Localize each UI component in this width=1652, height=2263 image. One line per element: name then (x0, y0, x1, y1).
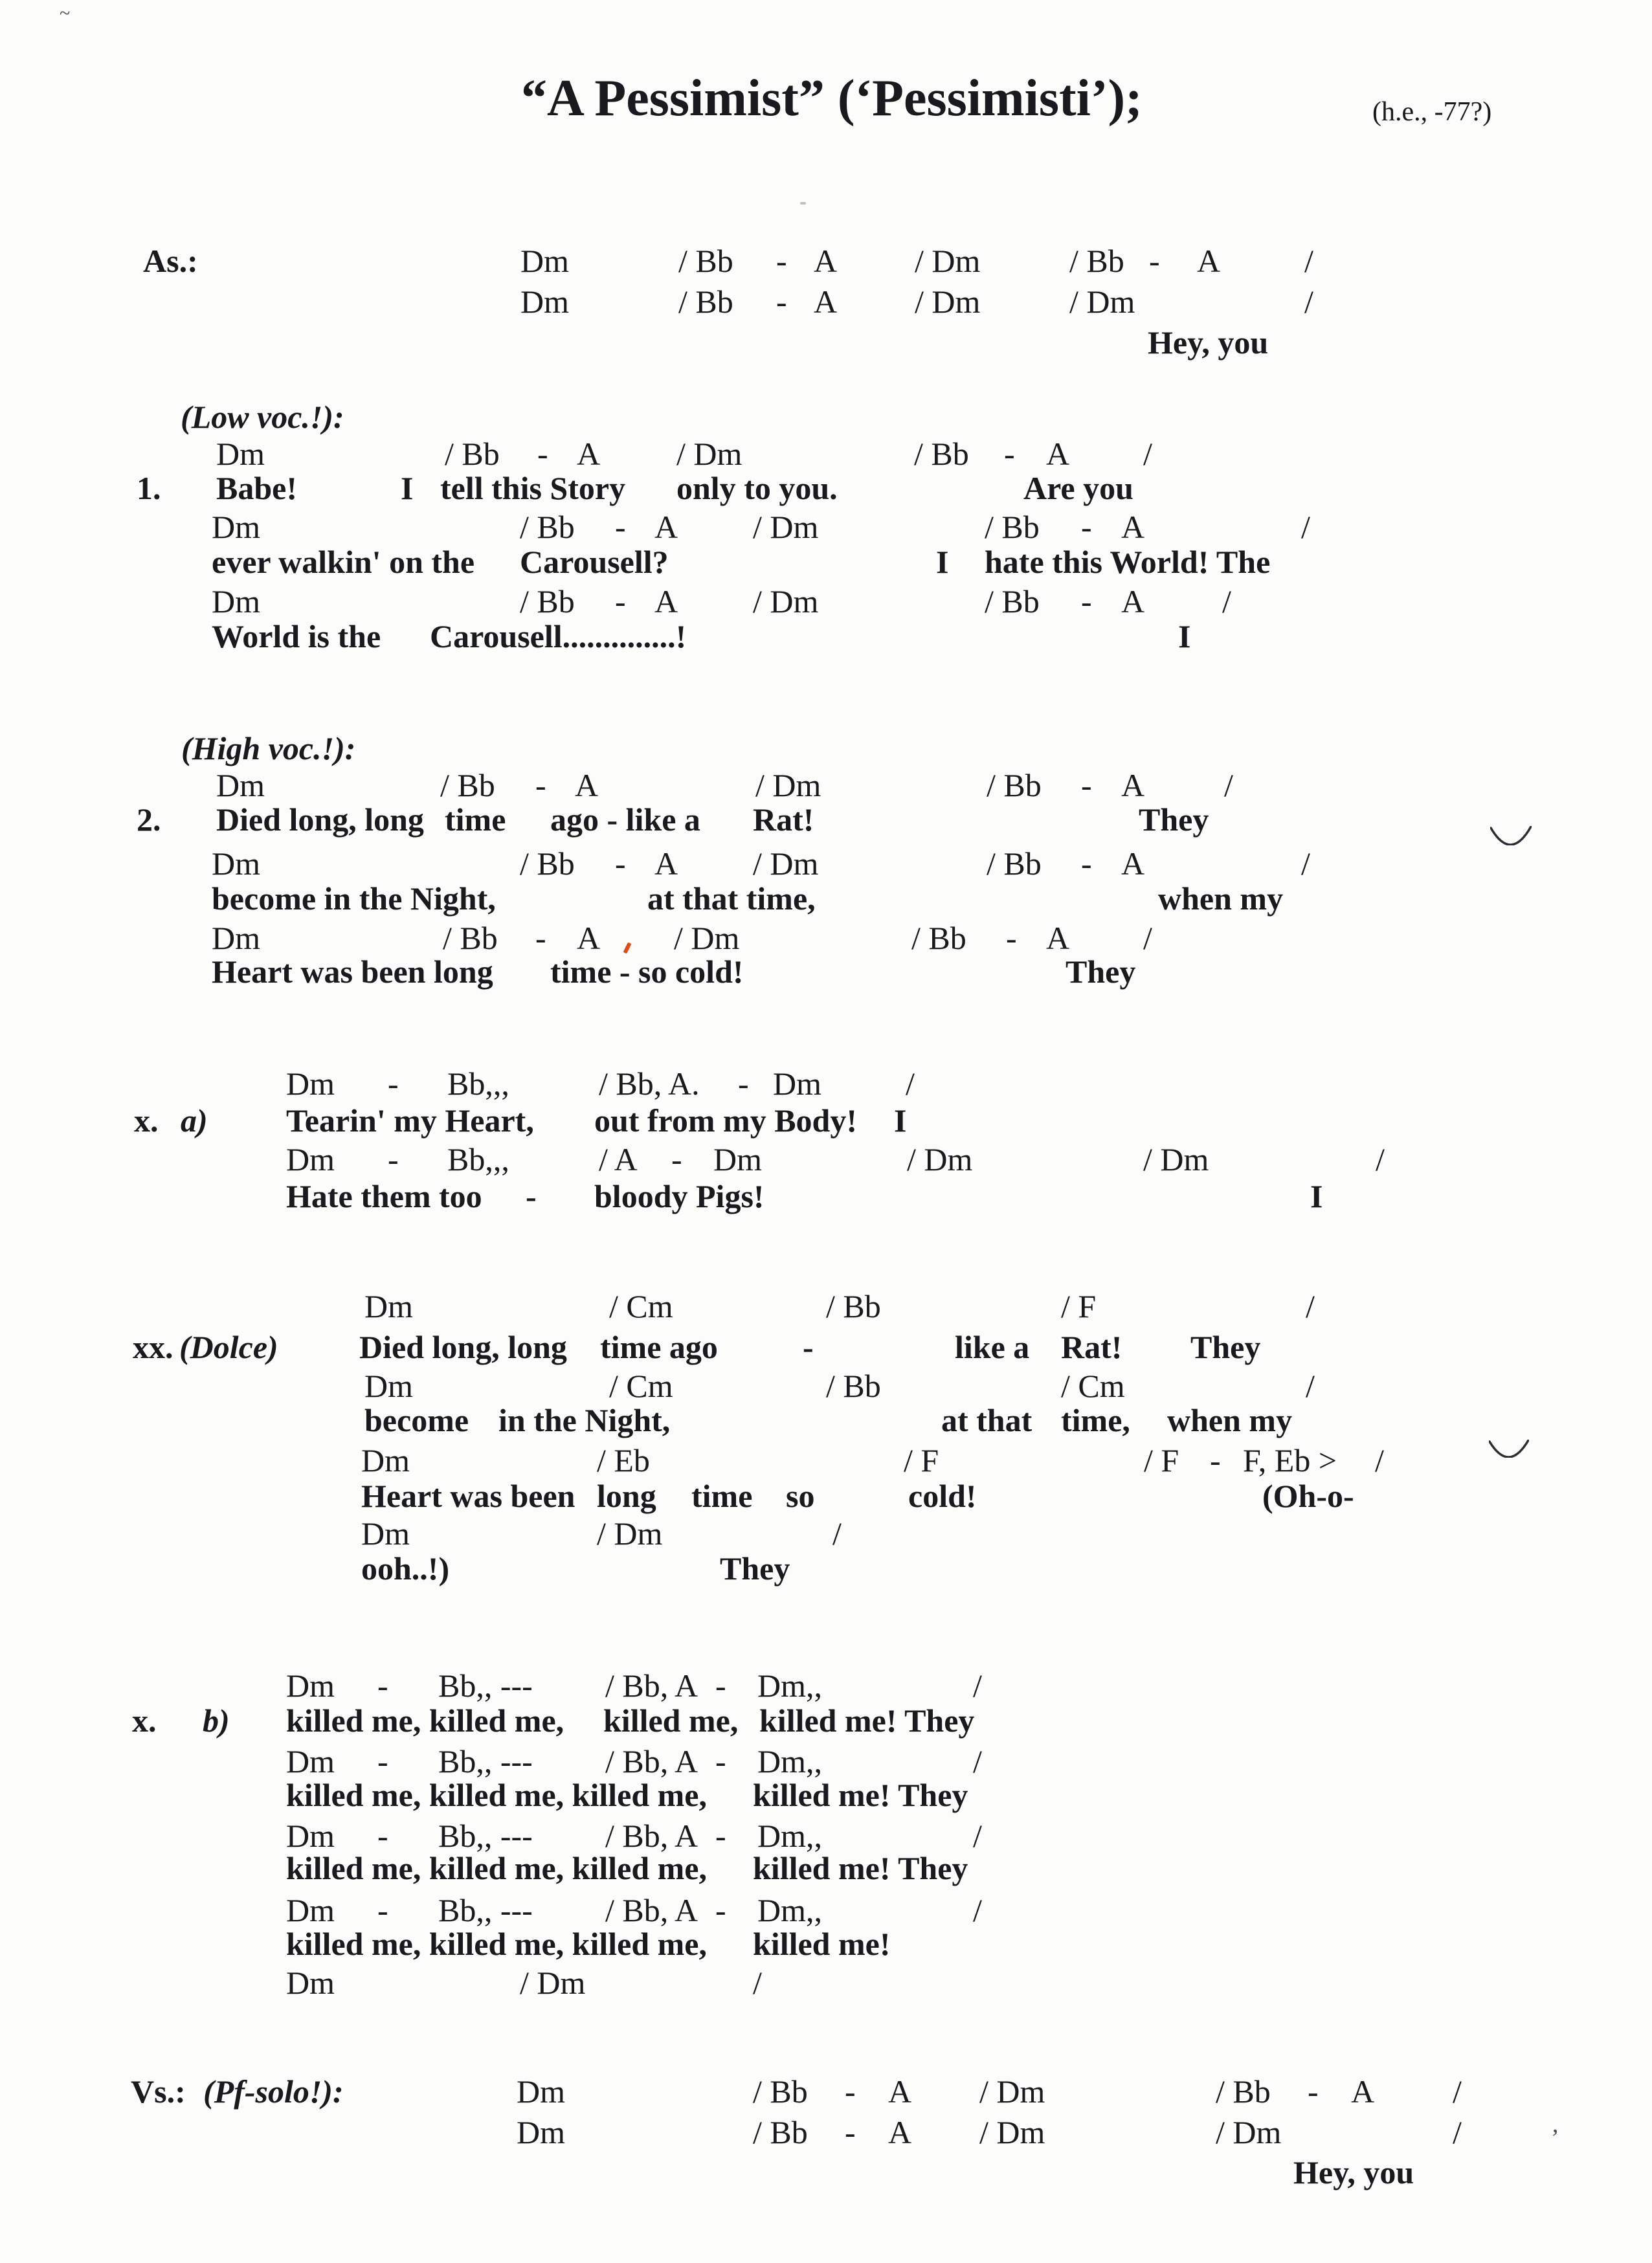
chord-text: Dm (212, 920, 260, 956)
chord-text: / Bb (443, 920, 498, 956)
lyric-text: hate this World! The (985, 544, 1271, 580)
lyric-text: when my (1158, 880, 1284, 917)
stray-pen-mark: ’ (1551, 2124, 1559, 2152)
chord-text: Dm (286, 1141, 335, 1177)
chord-text: / (1304, 284, 1313, 320)
chord-text: / Cm (1061, 1368, 1125, 1404)
lyric-text: Are you (1023, 470, 1133, 506)
section-label: x. (134, 1102, 159, 1139)
chord-text: / Bb (987, 845, 1042, 882)
chord-text: A (1121, 767, 1145, 803)
lyric-text: I (401, 470, 414, 506)
orange-tick-mark (623, 942, 632, 954)
chord-text: - (377, 1743, 388, 1779)
chord-text: / Dm (674, 920, 740, 956)
chord-text: - (1308, 2073, 1319, 2110)
lyric-text: cold! (908, 1478, 977, 1514)
chord-text: / (1304, 243, 1313, 279)
chord-text: / Dm (597, 1515, 663, 1552)
chord-text: Dm (212, 509, 260, 545)
chord-text: Dm (286, 1818, 335, 1854)
chord-text: / Bb (987, 767, 1042, 803)
chord-text: / Bb (911, 920, 966, 956)
lyric-text: in the Night, (498, 1402, 671, 1438)
chord-text: Dm (286, 1743, 335, 1779)
section-label: 2. (137, 801, 161, 838)
chord-text: / (973, 1892, 982, 1928)
chord-text: Dm (520, 284, 569, 320)
chord-text: Dm (216, 436, 265, 472)
chord-text: - (715, 1892, 726, 1928)
chord-text: / Bb (985, 509, 1040, 545)
lyric-text: killed me! They (753, 1850, 968, 1886)
chord-text: - (537, 436, 548, 472)
chord-text: Bb,, --- (438, 1667, 533, 1704)
lyric-text: killed me, killed me, killed me, (286, 1926, 707, 1962)
chord-text: A (1121, 845, 1145, 882)
chord-text: Dm,, (757, 1818, 822, 1854)
chord-text: Dm,, (757, 1743, 822, 1779)
chord-text: A (814, 284, 838, 320)
chord-text: / A (599, 1141, 638, 1177)
chord-text: / Bb, A (605, 1667, 698, 1704)
chord-text: Dm (364, 1368, 413, 1404)
chord-text: Dm (773, 1065, 821, 1102)
chord-text: Dm,, (757, 1667, 822, 1704)
chord-text: / Bb, A (605, 1818, 698, 1854)
chord-text: - (738, 1065, 749, 1102)
chord-text: / Dm (915, 243, 981, 279)
chord-text: - (377, 1892, 388, 1928)
section-label: As.: (143, 243, 198, 279)
lyric-text: time - so cold! (550, 953, 744, 990)
chord-text: Dm (212, 845, 260, 882)
lyric-text: like a (955, 1329, 1030, 1365)
lyric-text: tell this Story (440, 470, 626, 506)
chord-text: / Bb, A (605, 1743, 698, 1779)
lyric-text: - (803, 1329, 814, 1365)
chord-text: Bb,,, (447, 1141, 509, 1177)
chord-text: / Eb (597, 1442, 650, 1478)
chord-text: - (377, 1667, 388, 1704)
chord-text: / F (1144, 1442, 1179, 1478)
chord-text: - (535, 767, 546, 803)
chord-text: / Dm (1069, 284, 1135, 320)
chord-text: / Dm (979, 2073, 1045, 2110)
chord-text: / Bb (678, 243, 733, 279)
chord-text: / Bb (826, 1288, 881, 1324)
lyric-text: time (445, 801, 506, 838)
chord-text: / Bb (914, 436, 969, 472)
lyric-text: Rat! (1061, 1329, 1122, 1365)
chord-text: / Cm (609, 1368, 673, 1404)
chord-text: / (973, 1743, 982, 1779)
lyric-text: ago - like a (550, 801, 700, 838)
chord-text: - (1004, 436, 1015, 472)
lyric-text: They (1190, 1329, 1261, 1365)
chord-text: / Bb (520, 583, 575, 619)
chord-text: / Bb (826, 1368, 881, 1404)
chord-text: A (654, 845, 678, 882)
section-label-italic: b) (203, 1702, 230, 1739)
lyric-text: time (691, 1478, 753, 1514)
chord-text: - (1081, 767, 1092, 803)
chord-text: / (1222, 583, 1231, 619)
chord-text: A (888, 2073, 912, 2110)
section-label: Vs.: (131, 2073, 186, 2110)
section-label-italic: (Low voc.!): (181, 399, 344, 435)
chord-text: A (654, 583, 678, 619)
lyric-text: Carousell? (520, 544, 669, 580)
pen-arc-mark (1489, 1440, 1529, 1461)
chord-text: / (1301, 845, 1310, 882)
lyric-text: killed me, killed me, killed me, (286, 1850, 707, 1886)
lyric-text: I (1310, 1178, 1323, 1214)
chord-text: / (1143, 436, 1152, 472)
lyric-text: only to you. (676, 470, 838, 506)
chord-text: / Bb (678, 284, 733, 320)
chord-text: A (575, 767, 599, 803)
chord-text: / Dm (979, 2114, 1045, 2150)
lyric-text: time ago (600, 1329, 718, 1365)
chord-text: / Bb (753, 2114, 808, 2150)
lyric-text: killed me, (603, 1702, 739, 1739)
chord-text: - (776, 284, 787, 320)
chord-text: - (388, 1065, 399, 1102)
lyric-text: I (1178, 618, 1191, 654)
chord-text: Dm (286, 1065, 335, 1102)
chord-text: / Dm (676, 436, 742, 472)
chord-text: / (1453, 2073, 1462, 2110)
lyric-text: They (720, 1550, 790, 1587)
section-label-italic: (Pf-solo!): (203, 2073, 344, 2110)
chord-text: - (845, 2073, 856, 2110)
lyric-text: ooh..!) (361, 1550, 450, 1587)
chord-text: - (715, 1743, 726, 1779)
chord-text: / F (1061, 1288, 1097, 1324)
lyric-text: killed me! They (759, 1702, 975, 1739)
chord-text: A (1197, 243, 1221, 279)
chord-text: / Dm (907, 1141, 973, 1177)
chord-text: - (715, 1667, 726, 1704)
pen-arc-mark (1490, 826, 1532, 849)
chord-text: A (577, 920, 601, 956)
lyric-text: out from my Body! (594, 1102, 858, 1139)
lyric-text: I (936, 544, 949, 580)
lyric-text: Babe! (216, 470, 297, 506)
lyric-text: killed me! They (753, 1777, 968, 1813)
lyric-text: become (364, 1402, 469, 1438)
chord-text: Dm (361, 1515, 410, 1552)
lyric-text: Tearin' my Heart, (286, 1102, 534, 1139)
stray-pen-mark: ~ (60, 3, 71, 24)
chord-text: Dm (361, 1442, 410, 1478)
chord-text: / Bb (445, 436, 500, 472)
chord-text: / Bb (1216, 2073, 1271, 2110)
chord-text: Bb,, --- (438, 1892, 533, 1928)
chord-text: / (1301, 509, 1310, 545)
lyric-text: long (597, 1478, 656, 1514)
chord-text: / Bb (753, 2073, 808, 2110)
chord-text: / (753, 1965, 762, 2001)
lyric-text: Hate them too (286, 1178, 482, 1214)
chord-text: / (1224, 767, 1233, 803)
chord-text: / (1306, 1368, 1315, 1404)
lyric-text: time, (1061, 1402, 1130, 1438)
chord-text: / (1376, 1141, 1385, 1177)
section-label-italic: a) (181, 1102, 208, 1139)
chord-text: - (615, 845, 626, 882)
lyric-text: Hey, you (1148, 324, 1269, 361)
chord-text: / Bb (520, 845, 575, 882)
chord-text: Bb,, --- (438, 1818, 533, 1854)
chord-text: A (1121, 583, 1145, 619)
chord-text: / (1306, 1288, 1315, 1324)
chord-text: / F (904, 1442, 939, 1478)
chord-text: Dm (517, 2073, 565, 2110)
chord-text: F, Eb > (1243, 1442, 1337, 1478)
lyric-text: killed me, killed me, (286, 1702, 564, 1739)
chord-text: / Bb (440, 767, 495, 803)
lyric-text: Carousell..............! (430, 618, 687, 654)
lyric-text: killed me, killed me, killed me, (286, 1777, 707, 1813)
chord-text: / Bb (520, 509, 575, 545)
chord-text: - (1081, 509, 1092, 545)
chord-text: / (906, 1065, 915, 1102)
chord-text: / Dm (753, 509, 819, 545)
lyric-text: so (786, 1478, 815, 1514)
section-label: xx. (133, 1329, 173, 1365)
chord-text: / Bb, A. (599, 1065, 700, 1102)
chord-text: A (1046, 436, 1070, 472)
chord-text: - (1210, 1442, 1221, 1478)
chord-text: Dm (286, 1667, 335, 1704)
lyric-text: They (1139, 801, 1209, 838)
chord-text: Dm (286, 1965, 335, 2001)
lyric-text: I (894, 1102, 907, 1139)
chord-text: - (615, 583, 626, 619)
chord-text: / (973, 1818, 982, 1854)
lyric-text: at that (941, 1402, 1032, 1438)
chord-text: / (1453, 2114, 1462, 2150)
chord-text: A (1121, 509, 1145, 545)
chord-text: - (388, 1141, 399, 1177)
chord-text: / Dm (1216, 2114, 1282, 2150)
chord-text: / Bb (985, 583, 1040, 619)
lyric-text: killed me! (753, 1926, 891, 1962)
chord-text: A (814, 243, 838, 279)
chord-text: / Cm (609, 1288, 673, 1324)
song-title: “A Pessimist” (‘Pessimisti’); (521, 70, 1143, 127)
lyric-text: - (526, 1178, 537, 1214)
lyric-text: Died long, long (359, 1329, 567, 1365)
chord-text: / Dm (520, 1965, 586, 2001)
chord-text: Dm (517, 2114, 565, 2150)
chord-text: A (1351, 2073, 1375, 2110)
chord-text: Dm (212, 583, 260, 619)
chord-text: - (776, 243, 787, 279)
chord-text: / Dm (1143, 1141, 1209, 1177)
chord-text: / (1143, 920, 1152, 956)
chord-text: - (1006, 920, 1017, 956)
lyric-text: Hey, you (1293, 2154, 1414, 2191)
chord-text: / Dm (915, 284, 981, 320)
chord-text: A (888, 2114, 912, 2150)
chord-text: - (715, 1818, 726, 1854)
chord-text: - (1081, 845, 1092, 882)
section-label-italic: (High voc.!): (181, 730, 356, 766)
chord-text: Dm (364, 1288, 413, 1324)
chord-text: A (654, 509, 678, 545)
lyric-text: when my (1167, 1402, 1293, 1438)
chord-text: - (671, 1141, 682, 1177)
chord-text: - (1149, 243, 1160, 279)
chord-text: / Dm (753, 583, 819, 619)
chord-text: / Dm (755, 767, 821, 803)
lyric-text: They (1066, 953, 1136, 990)
scan-speck (800, 202, 806, 205)
chord-text: Dm (286, 1892, 335, 1928)
lyric-text: become in the Night, (212, 880, 496, 917)
chord-text: / (973, 1667, 982, 1704)
lyric-text: World is the (212, 618, 381, 654)
chord-text: - (535, 920, 546, 956)
chord-text: - (845, 2114, 856, 2150)
chord-text: Bb,, --- (438, 1743, 533, 1779)
lyric-text: Rat! (753, 801, 814, 838)
chord-text: / (832, 1515, 842, 1552)
section-label: 1. (137, 470, 161, 506)
chord-text: / Bb, A (605, 1892, 698, 1928)
chord-text: A (1046, 920, 1070, 956)
chord-text: - (615, 509, 626, 545)
chord-text: Dm (713, 1141, 762, 1177)
chord-text: A (577, 436, 601, 472)
lyric-text: bloody Pigs! (594, 1178, 765, 1214)
lyric-text: Died long, long (216, 801, 424, 838)
chord-text: / (1375, 1442, 1384, 1478)
chord-text: - (1081, 583, 1092, 619)
chord-text: Dm (216, 767, 265, 803)
lyric-text: Heart was been (361, 1478, 575, 1514)
lyric-text: (Oh-o- (1262, 1478, 1354, 1514)
title-annotation: (h.e., -77?) (1372, 97, 1492, 127)
lyric-text: ever walkin' on the (212, 544, 475, 580)
chord-text: - (377, 1818, 388, 1854)
section-label-italic: (Dolce) (179, 1329, 278, 1365)
chord-text: Bb,,, (447, 1065, 509, 1102)
chord-text: / Bb (1069, 243, 1124, 279)
lyric-text: at that time, (647, 880, 816, 917)
chord-text: Dm (520, 243, 569, 279)
chord-text: / Dm (753, 845, 819, 882)
section-label: x. (132, 1702, 157, 1739)
lyric-text: Heart was been long (212, 953, 493, 990)
chord-text: Dm,, (757, 1892, 822, 1928)
